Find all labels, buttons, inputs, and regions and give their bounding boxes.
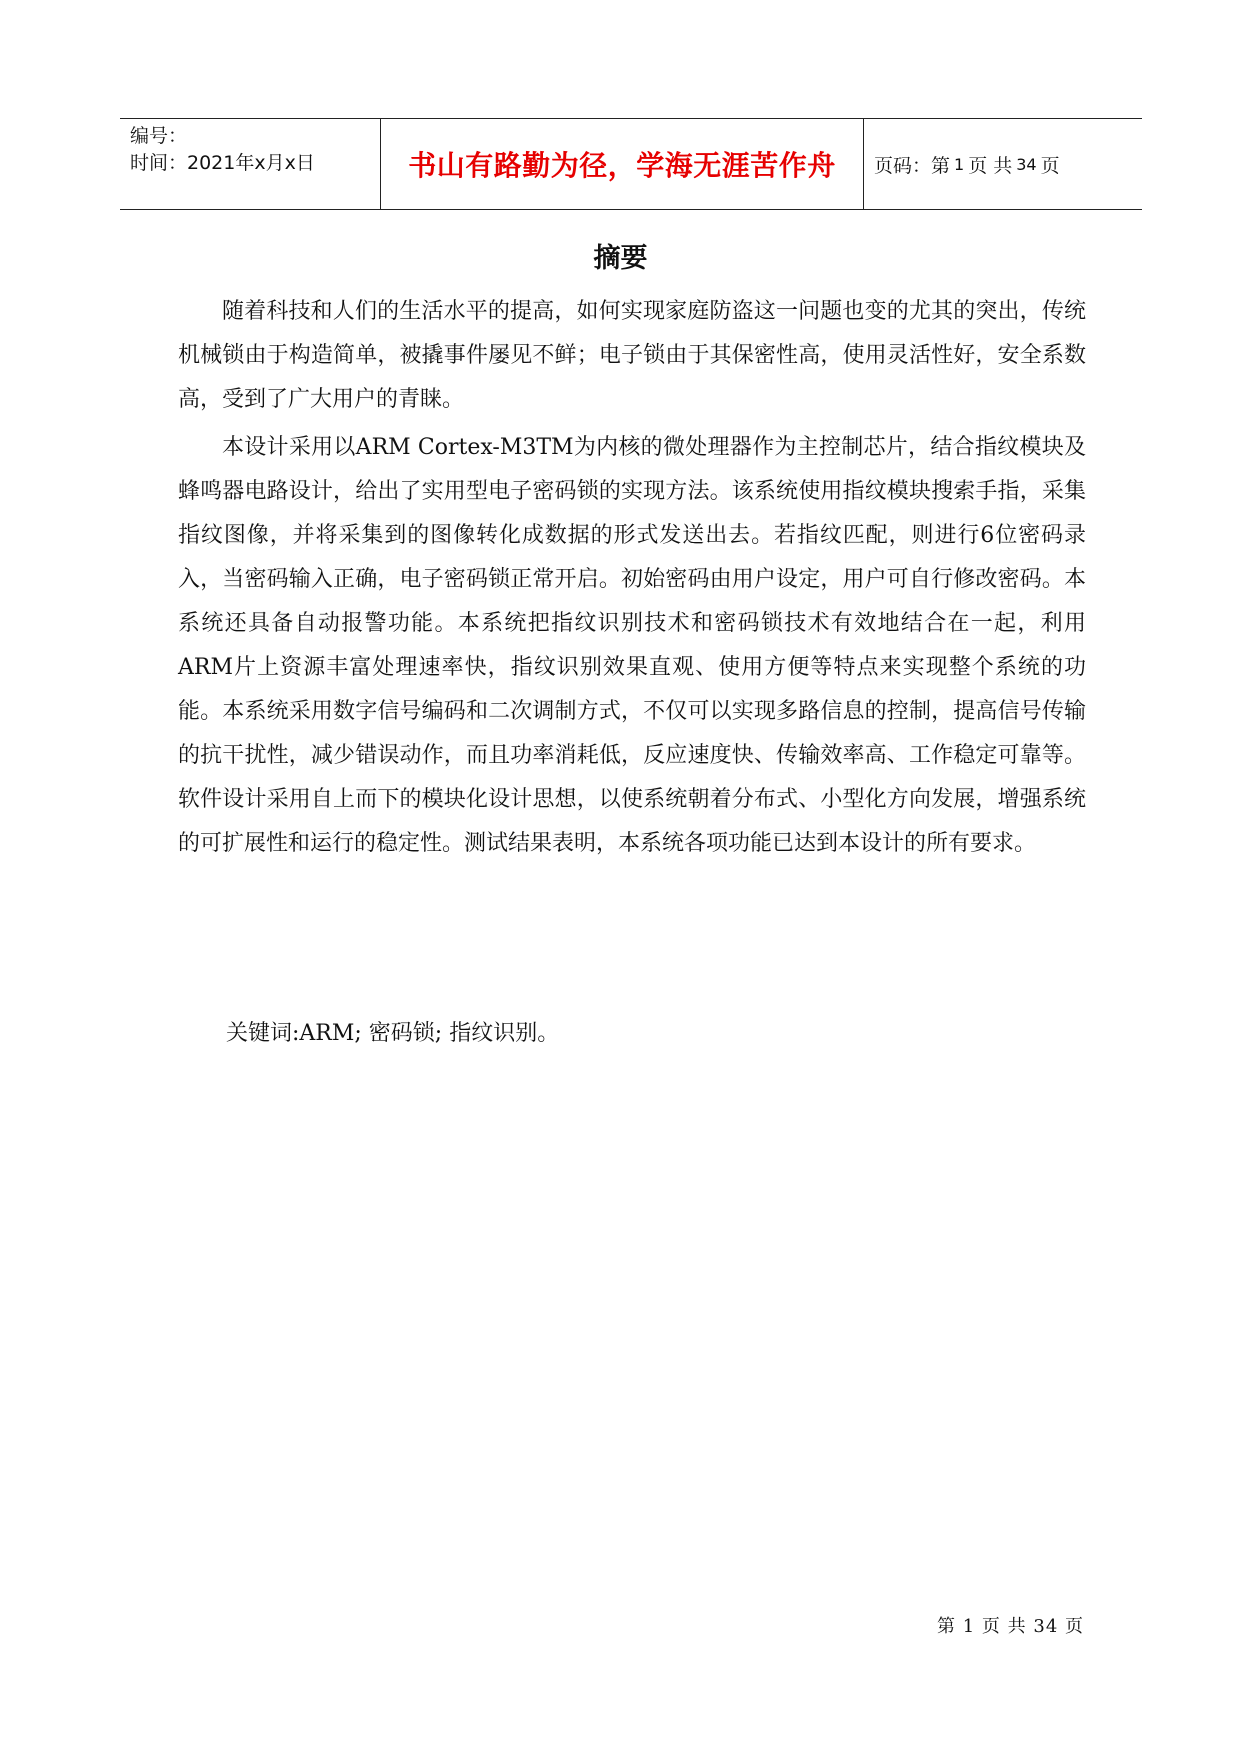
page-suffix: 页 xyxy=(1040,154,1060,177)
header-meta xyxy=(120,119,380,209)
keywords-line: 关键词:ARM; 密码锁; 指纹识别。 xyxy=(226,1021,560,1046)
page-footer: 第 1 页 共 34 页 xyxy=(937,1616,1084,1637)
header-motto-cell xyxy=(380,119,864,209)
page-middle: 页 共 xyxy=(968,154,1013,177)
page-prefix: 页码：第 xyxy=(874,154,951,177)
header-page-info xyxy=(864,119,1142,209)
document-time: 时间：2021年x月x日 xyxy=(130,152,315,174)
document-header xyxy=(120,118,1142,210)
abstract-paragraph-2: 本设计采用以ARM Cortex-M3TM为内核的微处理器作为主控制芯片，结合指纹模块及蜂鸣器电路设计，给出了实用型电子密码锁的实现方法。该系统使用指纹模块搜索手指，采集指纹图像，并将采集到的图像转化成数据的形式发送出去。若指纹匹配，则进行6位密码录入，当密码输入正确，电子密码锁正常开启。初始密码由用户设定，用户可自行修改密码。本系统还具备自动报警功能。本系统把指纹识别技术和密码锁技术有效地结合在一起，利用ARM片上资源丰富处理速率快，指纹识别效果直观、使用方便等特点来实现整个系统的功能。本系统采用数字信号编码和二次调制方式，不仅可以实现多路信息的控制，提高信号传输的抗干扰性，减少错误动作，而且功率消耗低，反应速度快、传输效率高、工作稳定可靠等。软件设计采用自上而下的模块化设计思想，以使系统朝着分布式、小型化方向发展，增强系统的可扩展性和运行的稳定性。测试结果表明，本系统各项功能已达到本设计的所有要求。 xyxy=(178,435,1086,856)
header-motto: 书山有路勤为径，学海无涯苦作舟 xyxy=(408,149,836,182)
document-number-label: 编号： xyxy=(130,125,188,147)
page-current: 1 xyxy=(954,154,965,174)
abstract-body xyxy=(178,290,1086,870)
abstract-paragraph-1: 随着科技和人们的生活水平的提高，如何实现家庭防盗这一问题也变的尤其的突出，传统机械锁由于构造简单，被撬事件屡见不鲜；电子锁由于其保密性高，使用灵活性好，安全系数高，受到了广大用户的青睐。 xyxy=(178,299,1086,412)
abstract-title: 摘要 xyxy=(593,243,648,274)
page-total: 34 xyxy=(1016,154,1037,174)
